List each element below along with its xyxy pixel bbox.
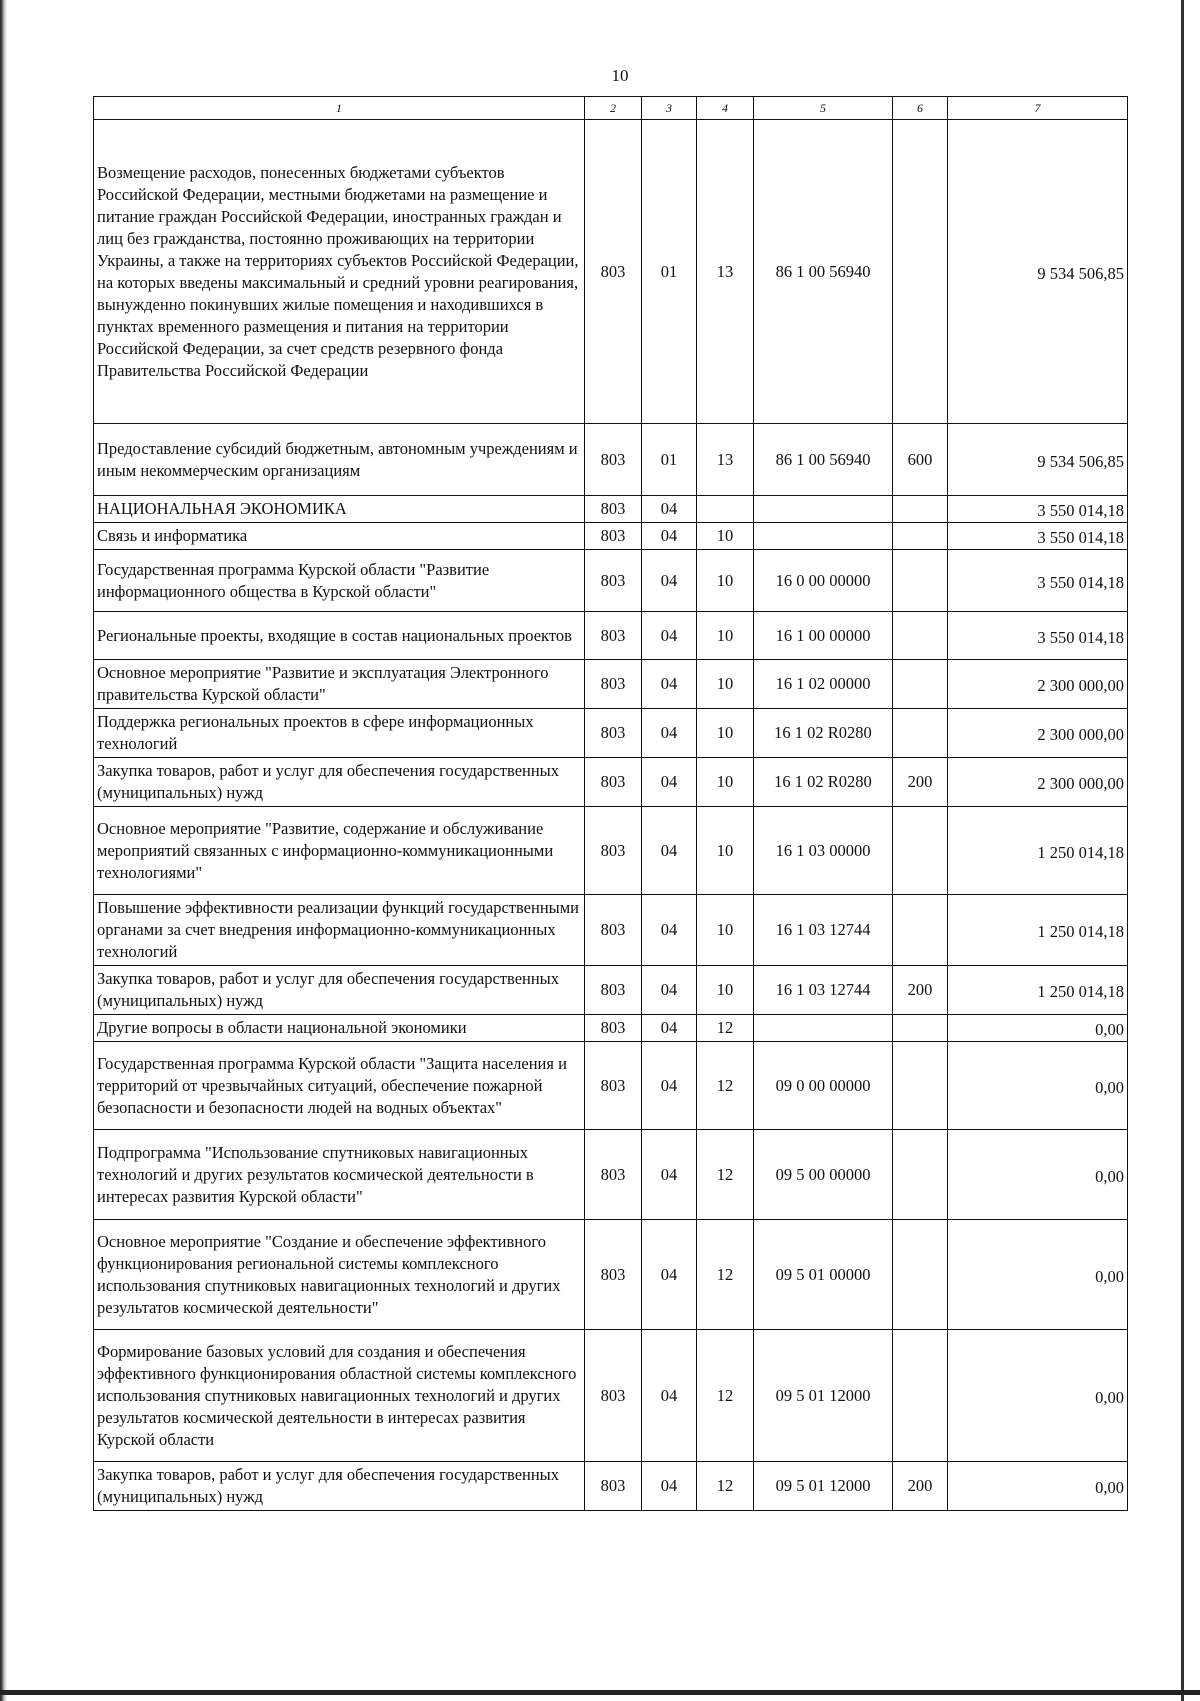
amount-value: 3 550 014,18 — [948, 523, 1128, 550]
section-code: 04 — [642, 496, 697, 523]
item-name: Региональные проекты, входящие в состав национальных проектов — [94, 612, 585, 660]
table-row — [94, 758, 1128, 807]
grbs-code: 803 — [585, 807, 642, 895]
table-row — [94, 424, 1128, 496]
page-number: 10 — [611, 66, 629, 85]
item-name: Государственная программа Курской области "Развитие информационного общества в Курской области" — [94, 550, 585, 612]
amount-value: 9 534 506,85 — [948, 424, 1128, 496]
item-name: Подпрограмма "Использование спутниковых навигационных технологий и других результатов космической деятельности в интересах развития Курской области" — [94, 1130, 585, 1220]
grbs-code: 803 — [585, 709, 642, 758]
target-article-code: 09 5 01 00000 — [754, 1220, 893, 1330]
expense-type-code — [893, 1330, 948, 1462]
item-name: Закупка товаров, работ и услуг для обеспечения государственных (муниципальных) нужд — [94, 758, 585, 807]
scan-edge-left — [0, 0, 7, 1701]
table-row — [94, 895, 1128, 966]
target-article-code: 16 1 03 00000 — [754, 807, 893, 895]
amount-value: 3 550 014,18 — [948, 612, 1128, 660]
header-cell: 6 — [893, 97, 948, 120]
scan-edge-right — [1181, 0, 1184, 1701]
subsection-code: 12 — [697, 1130, 754, 1220]
table-row — [94, 496, 1128, 523]
grbs-code: 803 — [585, 660, 642, 709]
expense-type-code — [893, 120, 948, 424]
section-code: 01 — [642, 120, 697, 424]
expense-type-code — [893, 807, 948, 895]
amount-value: 2 300 000,00 — [948, 709, 1128, 758]
expense-type-code: 600 — [893, 424, 948, 496]
subsection-code: 10 — [697, 550, 754, 612]
subsection-code: 10 — [697, 807, 754, 895]
item-name: Закупка товаров, работ и услуг для обеспечения государственных (муниципальных) нужд — [94, 966, 585, 1015]
section-code: 04 — [642, 1220, 697, 1330]
table-row — [94, 523, 1128, 550]
subsection-code: 12 — [697, 1462, 754, 1511]
subsection-code: 10 — [697, 709, 754, 758]
subsection-code: 10 — [697, 758, 754, 807]
amount-value: 0,00 — [948, 1330, 1128, 1462]
table-row — [94, 1015, 1128, 1042]
grbs-code: 803 — [585, 424, 642, 496]
section-code: 04 — [642, 709, 697, 758]
section-code: 04 — [642, 1042, 697, 1130]
table-row — [94, 1130, 1128, 1220]
subsection-code: 13 — [697, 120, 754, 424]
grbs-code: 803 — [585, 1042, 642, 1130]
target-article-code: 16 1 03 12744 — [754, 895, 893, 966]
amount-value: 0,00 — [948, 1130, 1128, 1220]
header-row — [94, 97, 1128, 120]
expense-type-code — [893, 895, 948, 966]
item-name: Возмещение расходов, понесенных бюджетами субъектов Российской Федерации, местными бюджетами на размещение и питание граждан Российской Федерации, иностранных граждан и лиц без гражданства, постоянно проживающих на территории Украины, а также на территориях субъектов Российской Федерации, на которых введены максимальный и средний уровни реагирования, вынужденно покинувших жилые помещения и находившихся в пунктах временного размещения и питания на территории Российской Федерации, за счет средств резервного фонда Правительства Российской Федерации — [94, 120, 585, 424]
expense-type-code — [893, 496, 948, 523]
amount-value: 2 300 000,00 — [948, 758, 1128, 807]
table-body — [94, 120, 1128, 1511]
target-article-code — [754, 523, 893, 550]
expense-type-code — [893, 550, 948, 612]
item-name: Государственная программа Курской области "Защита населения и территорий от чрезвычайных ситуаций, обеспечение пожарной безопасности и безопасности людей на водных объектах" — [94, 1042, 585, 1130]
expense-type-code — [893, 523, 948, 550]
grbs-code: 803 — [585, 1015, 642, 1042]
table-row — [94, 966, 1128, 1015]
subsection-code: 10 — [697, 612, 754, 660]
grbs-code: 803 — [585, 966, 642, 1015]
scan-edge-bottom — [0, 1690, 1200, 1695]
item-name: Предоставление субсидий бюджетным, автономным учреждениям и иным некоммерческим организациям — [94, 424, 585, 496]
section-code: 04 — [642, 1462, 697, 1511]
amount-value: 0,00 — [948, 1462, 1128, 1511]
table-row — [94, 660, 1128, 709]
table-row — [94, 807, 1128, 895]
item-name: Основное мероприятие "Развитие и эксплуатация Электронного правительства Курской области" — [94, 660, 585, 709]
header-cell: 3 — [642, 97, 697, 120]
subsection-code: 12 — [697, 1015, 754, 1042]
item-name: Закупка товаров, работ и услуг для обеспечения государственных (муниципальных) нужд — [94, 1462, 585, 1511]
table-row — [94, 120, 1128, 424]
expense-type-code: 200 — [893, 758, 948, 807]
section-code: 04 — [642, 612, 697, 660]
amount-value: 0,00 — [948, 1042, 1128, 1130]
table-row — [94, 1330, 1128, 1462]
target-article-code: 86 1 00 56940 — [754, 424, 893, 496]
section-code: 04 — [642, 758, 697, 807]
section-code: 04 — [642, 1130, 697, 1220]
header-cell: 2 — [585, 97, 642, 120]
target-article-code — [754, 1015, 893, 1042]
target-article-code — [754, 496, 893, 523]
grbs-code: 803 — [585, 1462, 642, 1511]
item-name: Поддержка региональных проектов в сфере информационных технологий — [94, 709, 585, 758]
target-article-code: 86 1 00 56940 — [754, 120, 893, 424]
subsection-code: 10 — [697, 523, 754, 550]
header-cell: 4 — [697, 97, 754, 120]
header-cell: 7 — [948, 97, 1128, 120]
section-code: 04 — [642, 807, 697, 895]
target-article-code: 09 5 01 12000 — [754, 1462, 893, 1511]
table-row — [94, 709, 1128, 758]
item-name: Повышение эффективности реализации функций государственными органами за счет внедрения информационно-коммуникационных технологий — [94, 895, 585, 966]
amount-value: 3 550 014,18 — [948, 496, 1128, 523]
amount-value: 9 534 506,85 — [948, 120, 1128, 424]
section-code: 04 — [642, 523, 697, 550]
grbs-code: 803 — [585, 523, 642, 550]
subsection-code: 10 — [697, 966, 754, 1015]
section-code: 01 — [642, 424, 697, 496]
item-name: Другие вопросы в области национальной экономики — [94, 1015, 585, 1042]
subsection-code: 12 — [697, 1330, 754, 1462]
grbs-code: 803 — [585, 1130, 642, 1220]
grbs-code: 803 — [585, 895, 642, 966]
subsection-code: 13 — [697, 424, 754, 496]
grbs-code: 803 — [585, 550, 642, 612]
target-article-code: 16 1 00 00000 — [754, 612, 893, 660]
header-cell: 5 — [754, 97, 893, 120]
amount-value: 0,00 — [948, 1015, 1128, 1042]
section-code: 04 — [642, 1015, 697, 1042]
item-name: Основное мероприятие "Создание и обеспечение эффективного функционирования региональной системы комплексного использования спутниковых навигационных технологий и других результатов космической деятельности" — [94, 1220, 585, 1330]
target-article-code: 16 1 03 12744 — [754, 966, 893, 1015]
header-cell: 1 — [94, 97, 585, 120]
grbs-code: 803 — [585, 120, 642, 424]
item-name: Формирование базовых условий для создания и обеспечения эффективного функционирования областной системы комплексного использования спутниковых навигационных технологий и других результатов космической деятельности в интересах развития Курской области — [94, 1330, 585, 1462]
grbs-code: 803 — [585, 758, 642, 807]
grbs-code: 803 — [585, 496, 642, 523]
target-article-code: 09 5 00 00000 — [754, 1130, 893, 1220]
subsection-code: 10 — [697, 895, 754, 966]
expense-type-code — [893, 1042, 948, 1130]
table-row — [94, 612, 1128, 660]
table-row — [94, 1220, 1128, 1330]
expense-type-code: 200 — [893, 1462, 948, 1511]
budget-table — [93, 96, 1128, 1511]
target-article-code: 09 5 01 12000 — [754, 1330, 893, 1462]
grbs-code: 803 — [585, 612, 642, 660]
amount-value: 3 550 014,18 — [948, 550, 1128, 612]
table-row — [94, 550, 1128, 612]
section-code: 04 — [642, 966, 697, 1015]
section-code: 04 — [642, 550, 697, 612]
amount-value: 1 250 014,18 — [948, 895, 1128, 966]
expense-type-code: 200 — [893, 966, 948, 1015]
section-code: 04 — [642, 660, 697, 709]
section-code: 04 — [642, 1330, 697, 1462]
subsection-code: 12 — [697, 1220, 754, 1330]
target-article-code: 16 0 00 00000 — [754, 550, 893, 612]
expense-type-code — [893, 709, 948, 758]
amount-value: 0,00 — [948, 1220, 1128, 1330]
section-code: 04 — [642, 895, 697, 966]
subsection-code: 10 — [697, 660, 754, 709]
target-article-code: 09 0 00 00000 — [754, 1042, 893, 1130]
expense-type-code — [893, 1130, 948, 1220]
item-name: НАЦИОНАЛЬНАЯ ЭКОНОМИКА — [94, 496, 585, 523]
table-row — [94, 1462, 1128, 1511]
item-name: Связь и информатика — [94, 523, 585, 550]
target-article-code: 16 1 02 R0280 — [754, 709, 893, 758]
table-row — [94, 1042, 1128, 1130]
grbs-code: 803 — [585, 1220, 642, 1330]
expense-type-code — [893, 612, 948, 660]
item-name: Основное мероприятие "Развитие, содержание и обслуживание мероприятий связанных с информационно-коммуникационными технологиями" — [94, 807, 585, 895]
target-article-code: 16 1 02 R0280 — [754, 758, 893, 807]
expense-type-code — [893, 1015, 948, 1042]
subsection-code — [697, 496, 754, 523]
grbs-code: 803 — [585, 1330, 642, 1462]
subsection-code: 12 — [697, 1042, 754, 1130]
expense-type-code — [893, 660, 948, 709]
amount-value: 1 250 014,18 — [948, 966, 1128, 1015]
expense-type-code — [893, 1220, 948, 1330]
amount-value: 2 300 000,00 — [948, 660, 1128, 709]
target-article-code: 16 1 02 00000 — [754, 660, 893, 709]
amount-value: 1 250 014,18 — [948, 807, 1128, 895]
